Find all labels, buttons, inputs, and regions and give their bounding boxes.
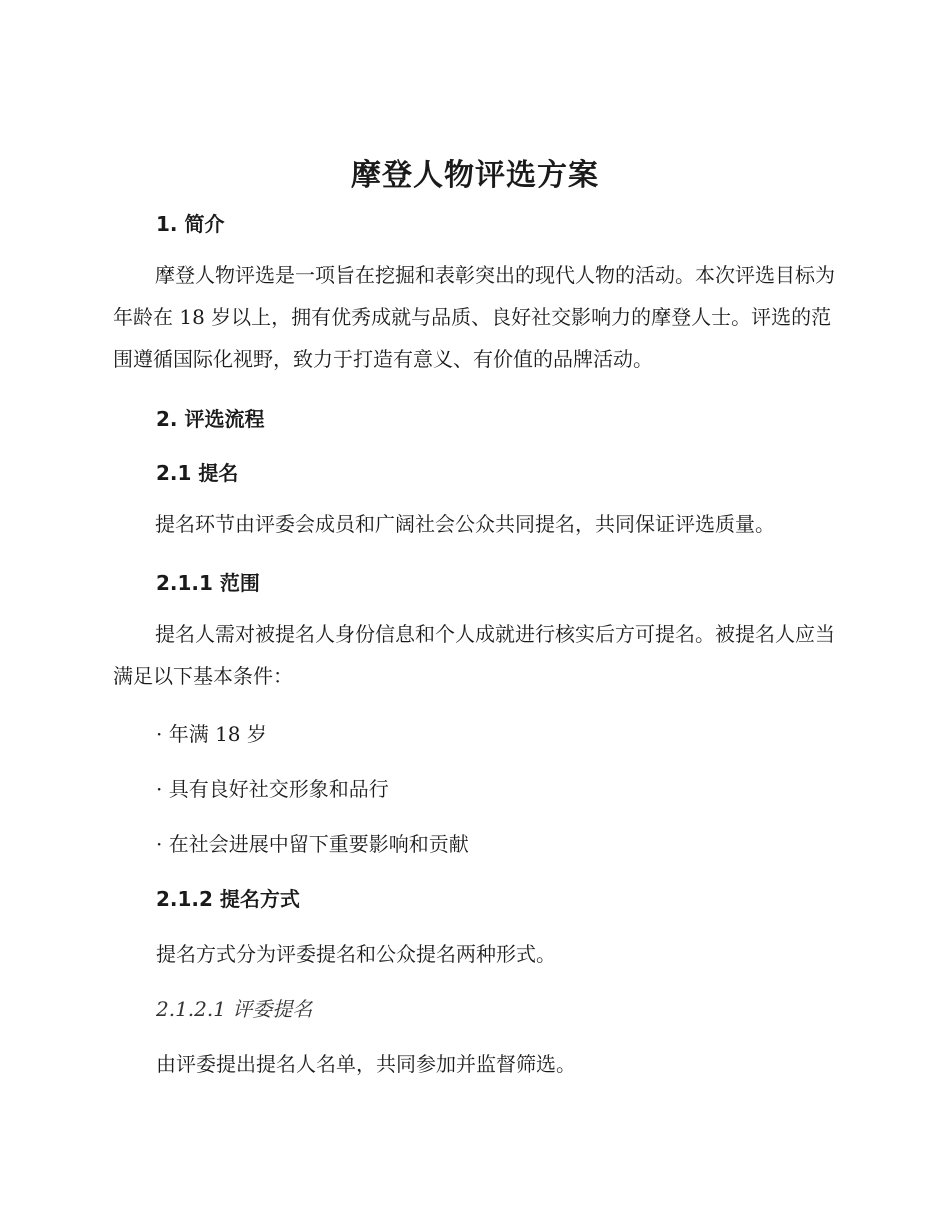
document-title: 摩登人物评选方案 (351, 158, 599, 193)
section-2-1-2-paragraph: 提名方式分为评委提名和公众提名两种形式。 (156, 942, 556, 966)
condition-item: · 在社会进展中留下重要影响和贡献 (156, 832, 469, 856)
section-2-1-2-1-paragraph: 由评委提出提名人名单，共同参加并监督筛选。 (156, 1052, 576, 1076)
section-2-heading: 2. 评选流程 (156, 407, 265, 431)
section-2-1-1-heading: 2.1.1 范围 (156, 571, 260, 595)
section-2-1-heading: 2.1 提名 (156, 461, 239, 485)
condition-item: · 具有良好社交形象和品行 (156, 777, 389, 801)
section-2-1-1-paragraph: 提名人需对被提名人身份信息和个人成就进行核实后方可提名。被提名人应当满足以下基本条件： (113, 622, 835, 688)
section-1-heading: 1. 简介 (156, 212, 225, 236)
section-2-1-paragraph: 提名环节由评委会成员和广阔社会公众共同提名，共同保证评选质量。 (155, 512, 775, 536)
section-2-1-2-1-heading: 2.1.2.1 评委提名 (156, 997, 313, 1021)
condition-item: · 年满 18 岁 (156, 722, 267, 746)
section-1-paragraph: 摩登人物评选是一项旨在挖掘和表彰突出的现代人物的活动。本次评选目标为年龄在 18 岁以上，拥有优秀成就与品质、良好社交影响力的摩登人士。评选的范围遵循国际化视野，致力于打造有意义、有价值的品牌活动。 (113, 263, 835, 371)
section-2-1-2-heading: 2.1.2 提名方式 (156, 887, 300, 911)
